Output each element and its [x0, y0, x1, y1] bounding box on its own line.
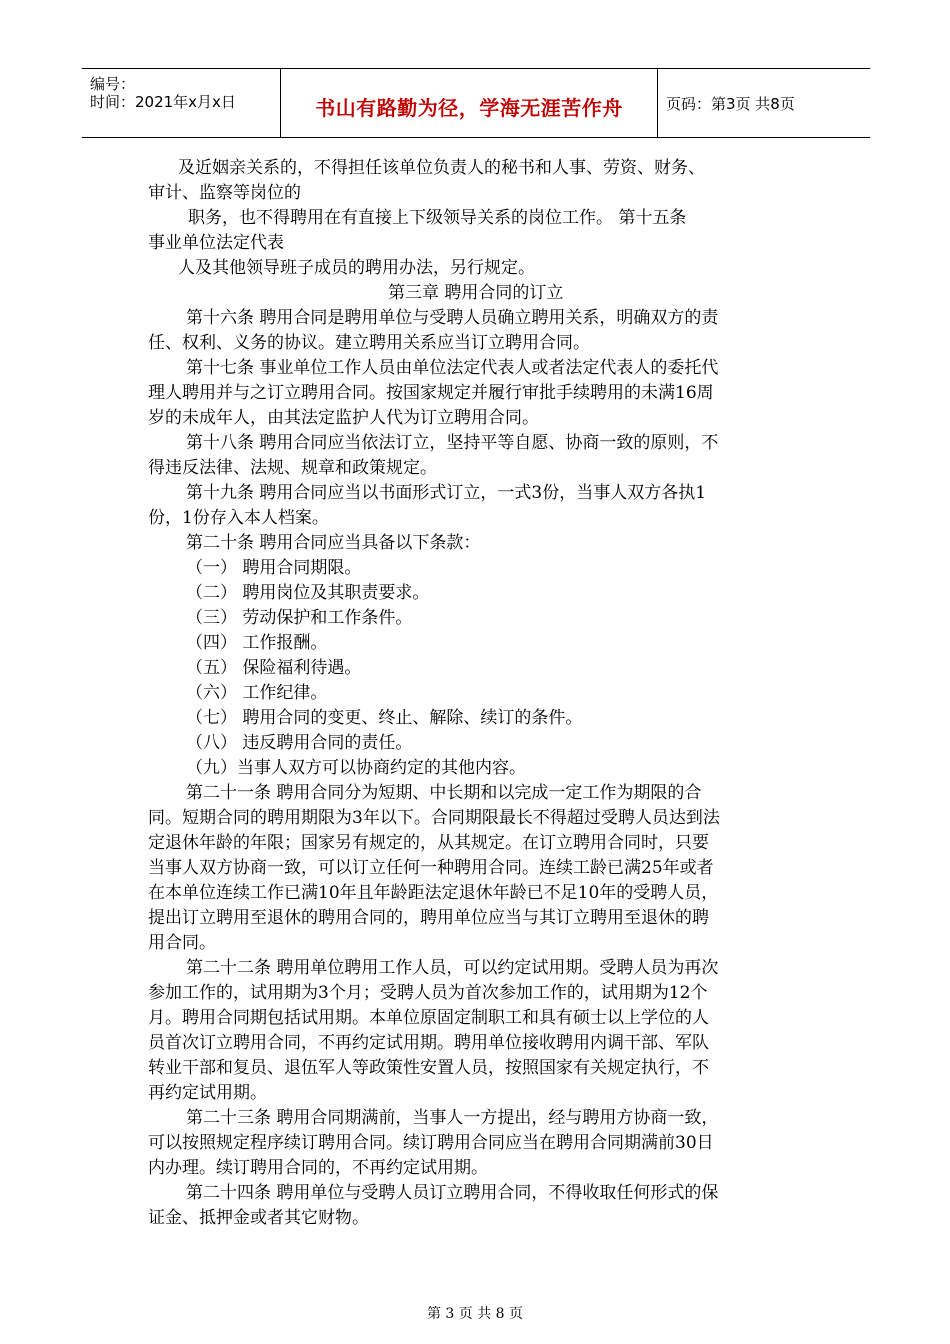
text-line: （四） 工作报酬。: [186, 633, 328, 653]
text-line: 第二十二条 聘用单位聘用工作人员，可以约定试用期。受聘人员为再次: [186, 958, 719, 978]
text-line: 当事人双方协商一致，可以订立任何一种聘用合同。连续工龄已满25年或者: [148, 858, 714, 878]
text-line: 用合同。: [148, 933, 216, 953]
text-line: 理人聘用并与之订立聘用合同。按国家规定并履行审批手续聘用的未满16周: [148, 383, 714, 403]
text-line: （八） 违反聘用合同的责任。: [186, 733, 413, 753]
text-line: （七） 聘用合同的变更、终止、解除、续订的条件。: [186, 708, 583, 728]
text-line: 再约定试用期。: [148, 1083, 267, 1103]
text-line: 第三章 聘用合同的订立: [388, 283, 564, 303]
page-header: [82, 68, 870, 138]
text-line: 转业干部和复员、退伍军人等政策性安置人员，按照国家有关规定执行，不: [148, 1058, 709, 1078]
text-line: 份，1份存入本人档案。: [148, 508, 329, 528]
text-line: 在本单位连续工作已满10年且年龄距法定退休年龄已不足10年的受聘人员，: [148, 883, 719, 903]
text-line: 同。短期合同的聘用期限为3年以下。合同期限最长不得超过受聘人员达到法: [148, 808, 720, 828]
page-footer: 第 3 页 共 8 页: [426, 1306, 524, 1322]
text-line: 第十六条 聘用合同是聘用单位与受聘人员确立聘用关系，明确双方的责: [186, 308, 719, 328]
text-line: 证金、抵押金或者其它财物。: [148, 1208, 369, 1228]
text-line: 事业单位法定代表: [148, 233, 284, 253]
header-left-cell: [82, 69, 281, 137]
header-motto: 书山有路勤为径，学海无涯苦作舟: [315, 96, 623, 120]
text-line: 提出订立聘用至退休的聘用合同的，聘用单位应当与其订立聘用至退休的聘: [148, 908, 709, 928]
text-line: 任、权利、义务的协议。建立聘用关系应当订立聘用合同。: [148, 333, 590, 353]
text-line: 月。聘用合同期包括试用期。本单位原固定制职工和具有硕士以上学位的人: [148, 1008, 709, 1028]
text-line: 人及其他领导班子成员的聘用办法，另行规定。: [178, 258, 535, 278]
text-line: 可以按照规定程序续订聘用合同。续订聘用合同应当在聘用合同期满前30日: [148, 1133, 714, 1153]
text-line: 第十七条 事业单位工作人员由单位法定代表人或者法定代表人的委托代: [186, 358, 719, 378]
header-page-info: 页码：第3页 共8页: [666, 95, 795, 113]
text-line: 第十八条 聘用合同应当依法订立，坚持平等自愿、协商一致的原则，不: [186, 433, 719, 453]
text-line: 定退休年龄的年限；国家另有规定的，从其规定。在订立聘用合同时，只要: [148, 833, 709, 853]
text-line: 得违反法律、法规、规章和政策规定。: [148, 458, 437, 478]
text-line: 岁的未成年人，由其法定监护人代为订立聘用合同。: [148, 408, 539, 428]
text-line: 参加工作的，试用期为3个月；受聘人员为首次参加工作的，试用期为12个: [148, 983, 708, 1003]
text-line: （九）当事人双方可以协商约定的其他内容。: [186, 758, 526, 778]
text-line: 第二十一条 聘用合同分为短期、中长期和以完成一定工作为期限的合: [186, 783, 702, 803]
text-line: 员首次订立聘用合同，不再约定试用期。聘用单位接收聘用内调干部、军队: [148, 1033, 709, 1053]
text-line: 第二十条 聘用合同应当具备以下条款：: [186, 533, 481, 553]
document-body: [148, 156, 800, 1231]
text-line: （五） 保险福利待遇。: [186, 658, 362, 678]
document-number-label: 编号：: [90, 75, 136, 93]
text-line: 第二十三条 聘用合同期满前，当事人一方提出，经与聘用方协商一致，: [186, 1108, 719, 1128]
text-line: 第二十四条 聘用单位与受聘人员订立聘用合同，不得收取任何形式的保: [186, 1183, 719, 1203]
text-line: （六） 工作纪律。: [186, 683, 328, 703]
text-line: 内办理。续订聘用合同的，不再约定试用期。: [148, 1158, 488, 1178]
header-middle-cell: [281, 69, 658, 137]
header-right-cell: [658, 69, 870, 137]
text-line: 职务，也不得聘用在有直接上下级领导关系的岗位工作。 第十五条: [188, 208, 687, 228]
text-line: 审计、监察等岗位的: [148, 183, 301, 203]
text-line: （三） 劳动保护和工作条件。: [186, 608, 413, 628]
text-line: （一） 聘用合同期限。: [186, 558, 362, 578]
text-line: 第十九条 聘用合同应当以书面形式订立，一式3份，当事人双方各执1: [186, 483, 707, 503]
text-line: （二） 聘用岗位及其职责要求。: [186, 583, 430, 603]
document-date: 时间：2021年x月x日: [90, 93, 236, 111]
text-line: 及近姻亲关系的，不得担任该单位负责人的秘书和人事、劳资、财务、: [178, 158, 705, 178]
